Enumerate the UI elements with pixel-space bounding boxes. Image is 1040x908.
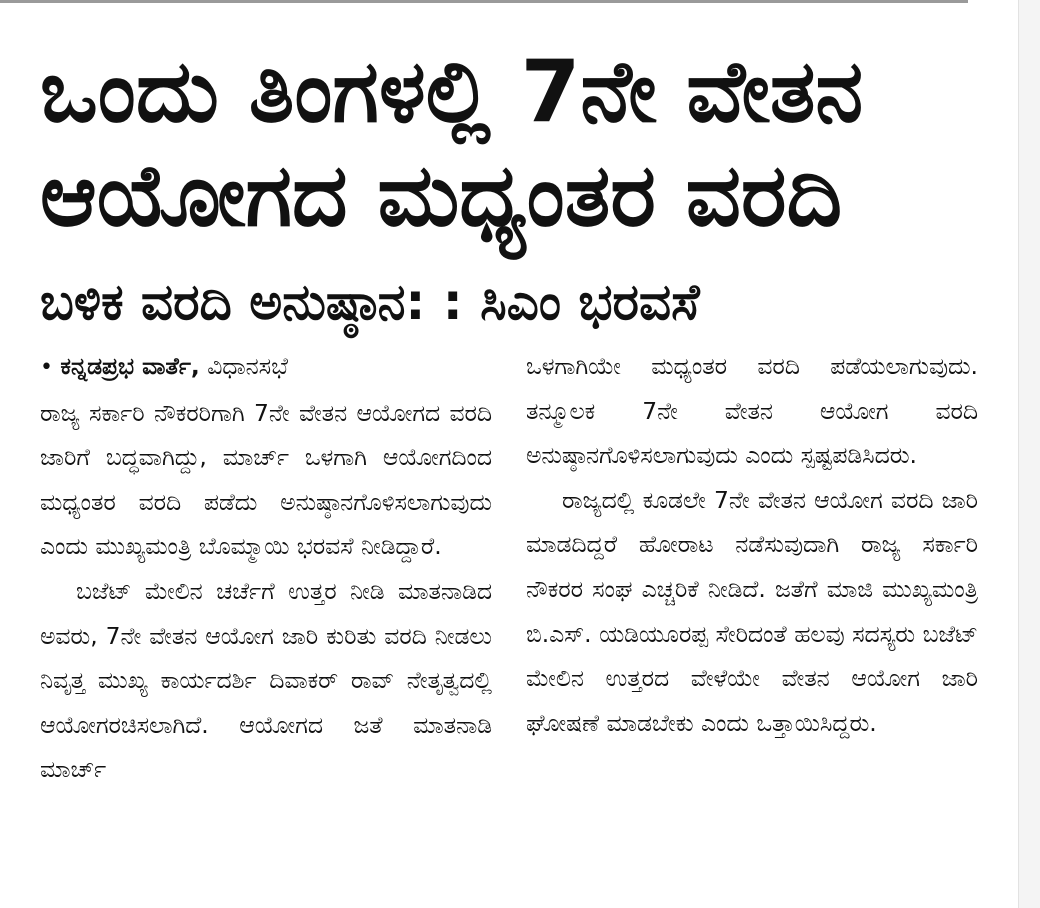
article-column-left: [40, 344, 492, 792]
headline: [40, 40, 990, 248]
article-column-right: [526, 344, 978, 745]
dateline-place: ವಿಧಾನಸಭೆ: [199, 352, 288, 380]
page-edge: [1018, 0, 1040, 908]
paragraph-2: ಬಜೆಟ್ ಮೇಲಿನ ಚರ್ಚೆಗೆ ಉತ್ತರ ನೀಡಿ ಮಾತನಾಡಿದ ಅವರು, 7ನೇ ವೇತನ ಆಯೋಗ ಜಾರಿ ಕುರಿತು ವರದಿ ನೀಡಲು ನಿವೃತ್ತ ಮುಖ್ಯ ಕಾರ್ಯದರ್ಶಿ ದಿವಾಕರ್ ರಾವ್ ನೇತೃತ್ವದಲ್ಲಿ ಆಯೋಗರಚಿಸಲಾಗಿದೆ. ಆಯೋಗದ ಜತೆ ಮಾತನಾಡಿ ಮಾರ್ಚ್: [40, 576, 492, 784]
top-rule: [0, 0, 968, 3]
dateline: [40, 344, 492, 391]
bullet-icon: •: [40, 355, 53, 380]
paragraph-1: ರಾಜ್ಯ ಸರ್ಕಾರಿ ನೌಕರರಿಗಾಗಿ 7ನೇ ವೇತನ ಆಯೋಗದ ವರದಿ ಜಾರಿಗೆ ಬದ್ಧವಾಗಿದ್ದು, ಮಾರ್ಚ್ ಒಳಗಾಗಿ ಆಯೋಗದಿಂದ ಮಧ್ಯಂತರ ವರದಿ ಪಡೆದು ಅನುಷ್ಠಾನಗೊಳಿಸಲಾಗುವುದು ಎಂದು ಮುಖ್ಯಮಂತ್ರಿ ಬೊಮ್ಮಾಯಿ ಭರವಸೆ ನೀಡಿದ್ದಾರೆ.: [40, 398, 492, 561]
headline-line-1: ಒಂದು ತಿಂಗಳಲ್ಲಿ 7ನೇ ವೇತನ: [40, 42, 864, 142]
headline-line-2: ಆಯೋಗದ ಮಧ್ಯಂತರ ವರದಿ: [40, 146, 843, 246]
paragraph-4: ರಾಜ್ಯದಲ್ಲಿ ಕೂಡಲೇ 7ನೇ ವೇತನ ಆಯೋಗ ವರದಿ ಜಾರಿ ಮಾಡದಿದ್ದರೆ ಹೋರಾಟ ನಡೆಸುವುದಾಗಿ ರಾಜ್ಯ ಸರ್ಕಾರಿ ನೌಕರರ ಸಂಘ ಎಚ್ಚರಿಕೆ ನೀಡಿದೆ. ಜತೆಗೆ ಮಾಜಿ ಮುಖ್ಯಮಂತ್ರಿ ಬಿ.ಎಸ್. ಯಡಿಯೂರಪ್ಪ ಸೇರಿದಂತೆ ಹಲವು ಸದಸ್ಯರು ಬಜೆಟ್ ಮೇಲಿನ ಉತ್ತರದ ವೇಳೆಯೇ ವೇತನ ಆಯೋಗ ಜಾರಿ ಘೋಷಣೆ ಮಾಡಬೇಕು ಎಂದು ಒತ್ತಾಯಿಸಿದ್ದರು.: [526, 485, 978, 737]
paragraph-3: ಒಳಗಾಗಿಯೇ ಮಧ್ಯಂತರ ವರದಿ ಪಡೆಯಲಾಗುವುದು. ತನ್ಮೂಲಕ 7ನೇ ವೇತನ ಆಯೋಗ ವರದಿ ಅನುಷ್ಠಾನಗೊಳಿಸಲಾಗುವುದು ಎಂದು ಸ್ಪಷ್ಟಪಡಿಸಿದರು.: [526, 352, 978, 470]
news-source: ಕನ್ನಡಪ್ರಭ ವಾರ್ತೆ,: [60, 352, 200, 380]
subheadline: ಬಳಿಕ ವರದಿ ಅನುಷ್ಠಾನ: : ಸಿಎಂ ಭರವಸೆ: [40, 273, 700, 331]
